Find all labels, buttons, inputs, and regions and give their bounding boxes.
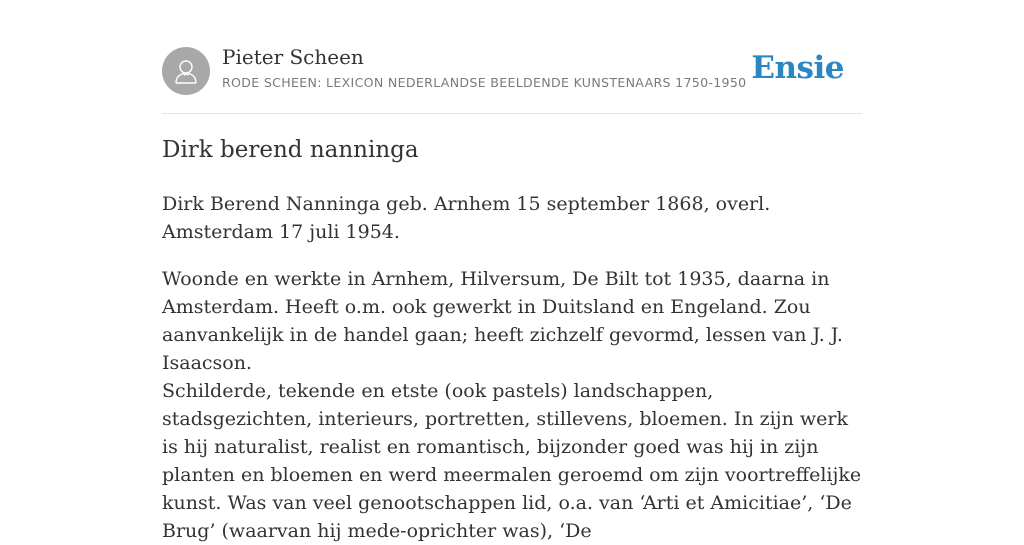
page-title: Dirk berend nanninga (162, 137, 419, 163)
source-title[interactable]: RODE SCHEEN: LEXICON NEDERLANDSE BEELDENDE KUNSTENAARS 1750-1950 (222, 75, 747, 90)
author-name[interactable]: Pieter Scheen (222, 45, 364, 69)
article-paragraph: Woonde en werkte in Arnhem, Hilversum, De Bilt tot 1935, daarna in Amsterdam. Heeft o.m. ook gewerkt in Duitsland en Engeland. Zou aanvankelijk in de handel gaan; heeft zichzelf gevormd, lessen van J. J. Isaacson. (162, 268, 843, 374)
author-avatar[interactable] (162, 47, 210, 95)
article-header (162, 0, 862, 114)
article-paragraph: Dirk Berend Nanninga geb. Arnhem 15 september 1868, overl. Amsterdam 17 juli 1954. (162, 193, 771, 243)
article-paragraph: Schilderde, tekende en etste (ook pastels) landschappen, stadsgezichten, interieurs, portretten, stillevens, bloemen. In zijn werk is hij naturalist, realist en romantisch, bijzonder goed was hij in zijn planten en bloemen en werd meermalen geroemd om zijn voortreffelijke kunst. Was van veel genootschappen lid, o.a. van ‘Arti et Amicitiae’, ‘De Brug’ (waarvan hij mede-oprichter was), ‘De (162, 380, 862, 542)
article-container (162, 0, 862, 542)
user-silhouette-icon (171, 56, 201, 86)
site-logo[interactable]: Ensie (751, 50, 844, 86)
